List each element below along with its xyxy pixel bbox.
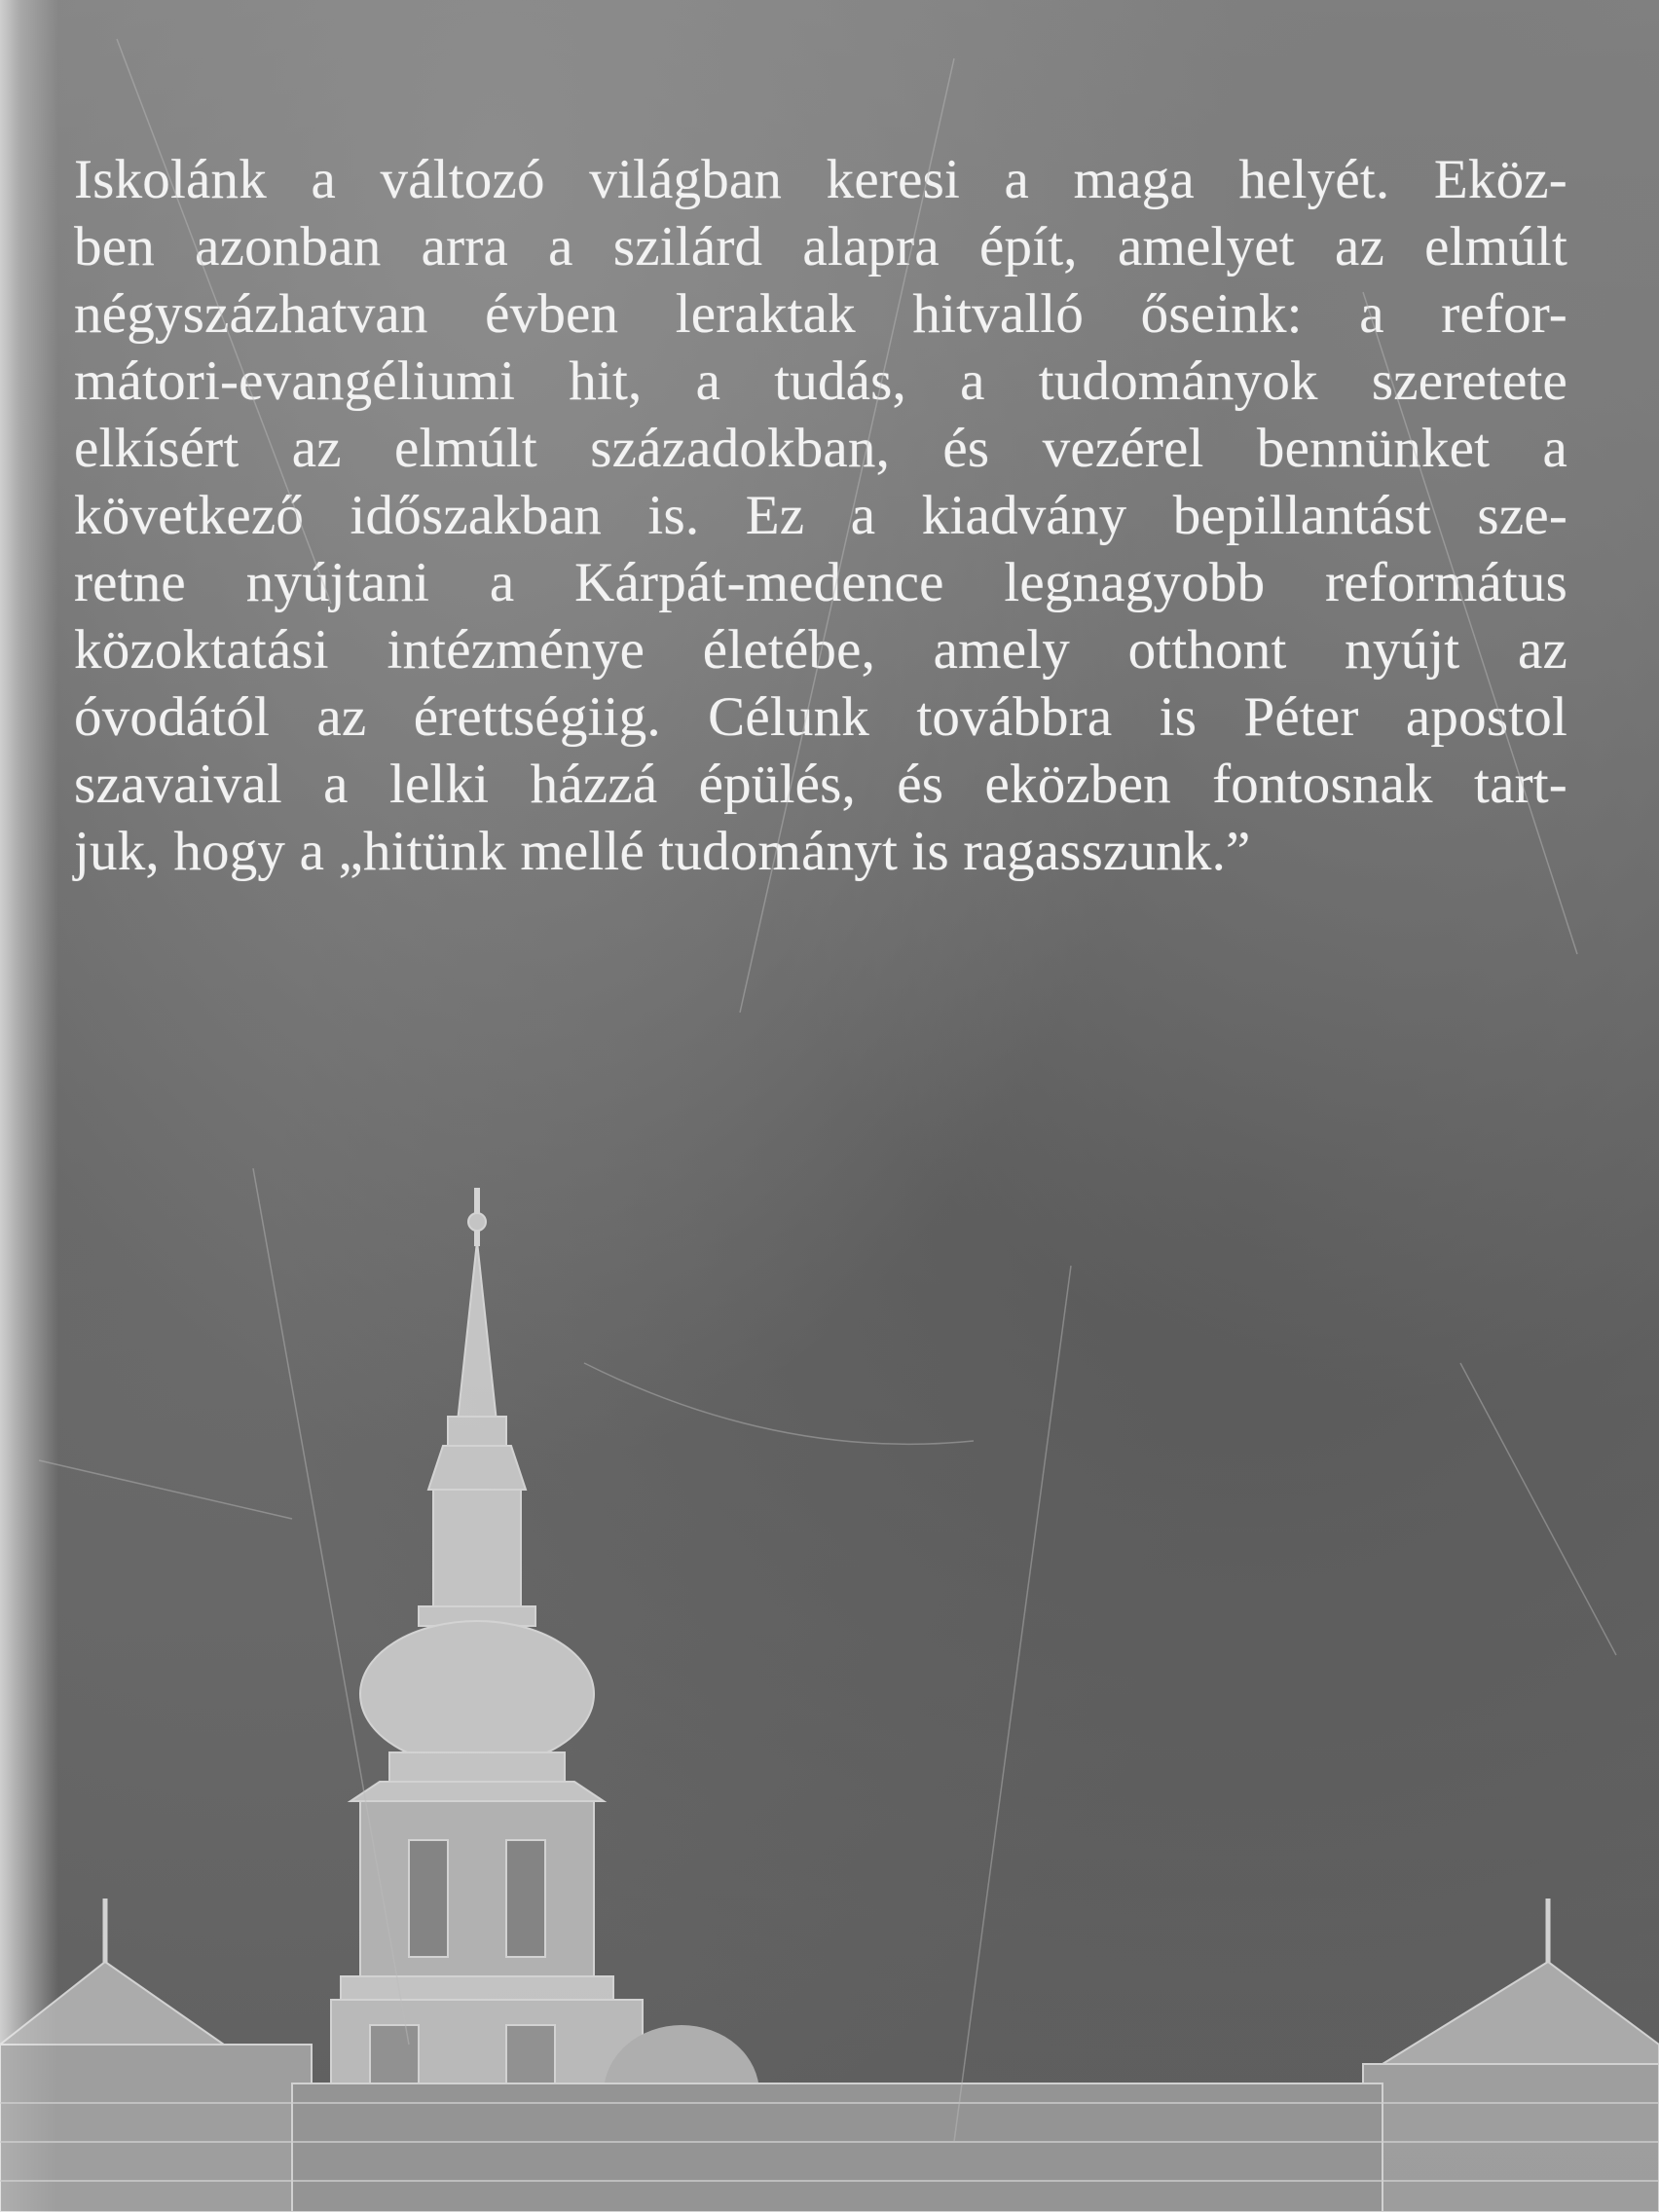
text-line: Iskolánk a változó világban keresi a maga helyét. Eköz- bbox=[74, 149, 1567, 210]
text-line: szavaival a lelki házzá épülés, és eközben fontosnak tart- bbox=[74, 754, 1567, 815]
school-building-drawing bbox=[0, 1168, 1659, 2212]
text-line: ben azonban arra a szilárd alapra épít, amelyet az elmúlt bbox=[74, 216, 1567, 277]
text-line: óvodától az érettségiig. Célunk továbbra is Péter apostol bbox=[74, 686, 1567, 748]
text-line: következő időszakban is. Ez a kiadvány bepillantást sze- bbox=[74, 485, 1567, 546]
intro-paragraph bbox=[74, 146, 1567, 885]
text-line: közoktatási intézménye életébe, amely otthont nyújt az bbox=[74, 619, 1567, 681]
text-line: retne nyújtani a Kárpát-medence legnagyobb református bbox=[74, 552, 1567, 613]
text-line: juk, hogy a „hitünk mellé tudományt is ragasszunk.” bbox=[74, 821, 1251, 882]
text-line: négyszázhatvan évben leraktak hitvalló őseink: a refor- bbox=[74, 283, 1567, 345]
text-line: elkísért az elmúlt századokban, és vezérel bennünket a bbox=[74, 418, 1567, 479]
text-line: mátori-evangéliumi hit, a tudás, a tudományok szeretete bbox=[74, 350, 1567, 412]
